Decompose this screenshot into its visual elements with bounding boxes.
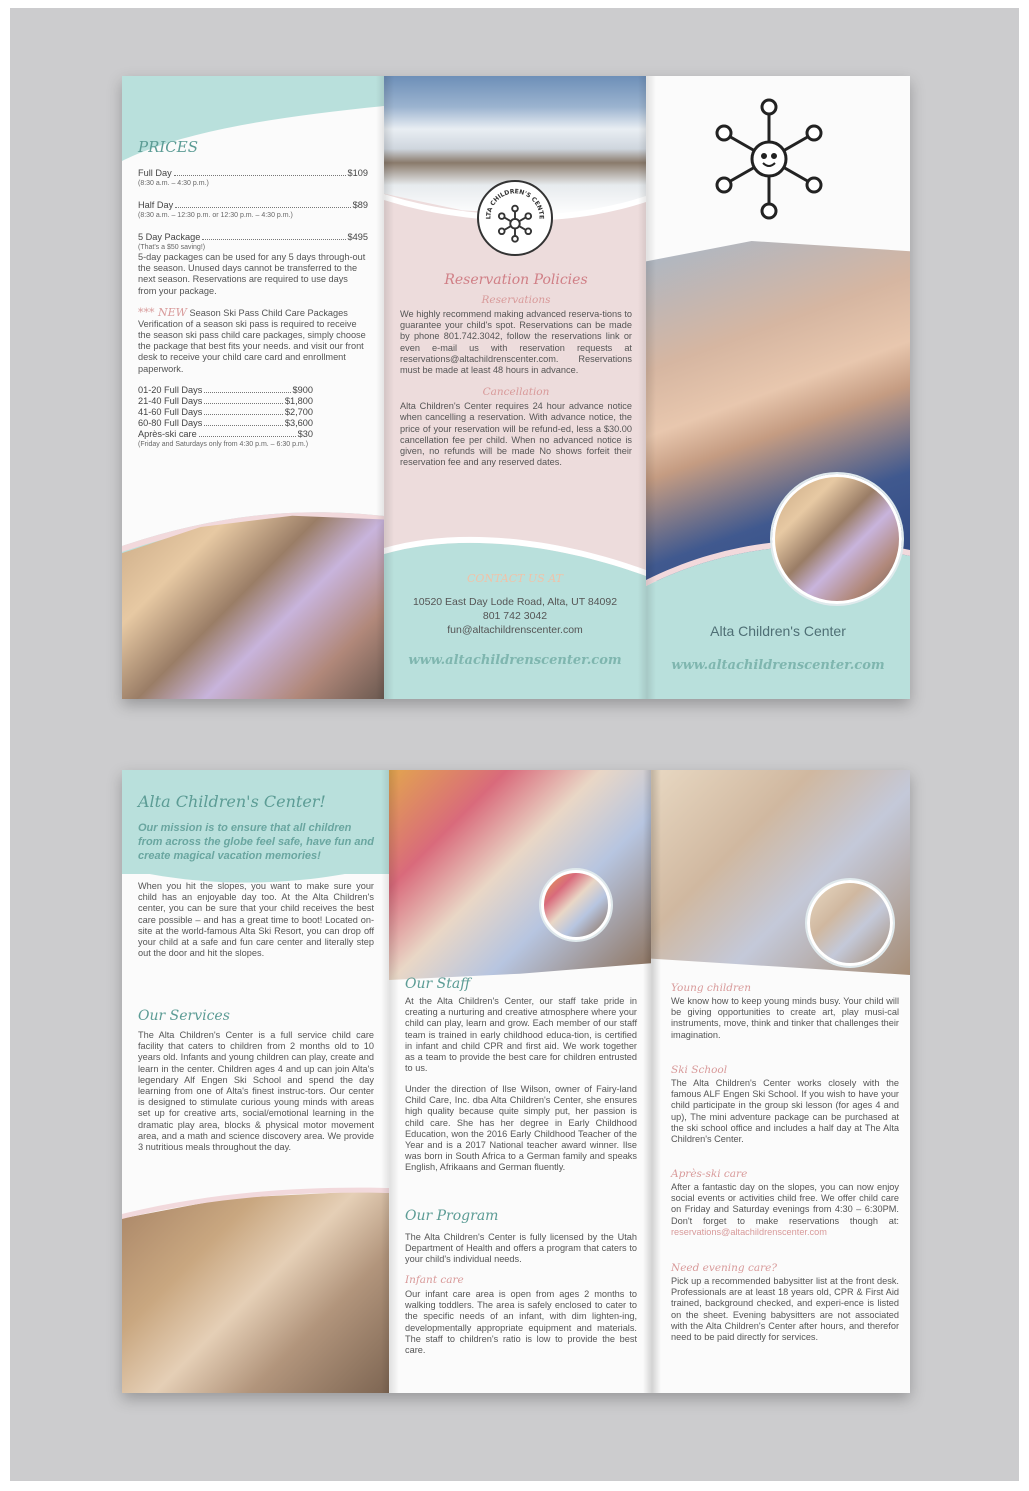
program-text: The Alta Children's Center is fully licensed by the Utah Department of Health and offers a program that caters to your child's individual needs. [405,1232,637,1265]
package-label: 21-40 Full Days [138,395,203,406]
fold-shadow-1 [376,76,394,699]
package-price: $30 [297,428,313,439]
staff-text-director: Under the direction of Ilse Wilson, owner of Fairy-land Child Care, Inc. dba Alta Children's Center, she ensures high quality because quite simply put, her passion is child care. She has her degree in Early Childhood Education, won the 2016 Early Childhood Teacher of the Year and is a 2017 National teacher award winner. Ilse was born in South Africa to a German family and speaks English, Afrikaans and German fluently. [405,1084,637,1173]
reservations-text: We highly recommend making advanced reserva-tions to guarantee your child's spot. Reservations can be made by phone 801.742.3042, follow the reservations link or even e-mail us with reservation requests at reservations@altachildrenscenter.com. Reservations must be made at least 48 hours in advance. [400,309,632,376]
infant-care-text: Our infant care area is open from ages 2 months to walking toddlers. The area is safely enclosed to cater to the specific needs of an infant, with dim lighten-ing, developmentally appropriate equipment and materials. The staff to children's ratio is low to provide the best care. [405,1289,637,1356]
package-price: $3,600 [284,417,313,428]
services-heading: Our Services [138,1008,230,1024]
intro-title: Alta Children's Center! [138,792,326,811]
five-day-text: 5-day packages can be used for any 5 days through-out the season. Unused days cannot be transferred to the next season. Reservations are required to use days from your package. [138,252,366,296]
contact-heading: CONTACT US AT [467,572,563,585]
services-text: The Alta Children's Center is a full service child care facility that caters to children from 2 months old to 10 years old. Infants and young children can play, create and learn in the center. Children ages 4 and up can join Alta's legendary Alf Engen Ski School and spend the day learning from one of Alta's finest instruc-tors. Our center is designed to stimulate curious young minds with areas set up for creative arts, social/emotional learning in the dramatic play area, blocks & physical motor movement area, and a math and science discovery area. We provide 3 nutritious meals throughout the day. [138,1030,374,1153]
programs-panel [651,770,910,1393]
cover-panel [646,76,910,699]
price-half-day-note: (8:30 a.m. – 12:30 p.m. or 12:30 p.m. – 4:30 p.m.) [138,212,293,219]
program-heading: Our Program [405,1208,499,1224]
fold-shadow-2 [638,76,656,699]
price-five-day: 5 Day Package $495 [138,232,368,242]
brochure-inside [122,770,910,1393]
svg-text:ALTA CHILDREN'S CENTER: LTA CHILDREN'S CENTE [485,188,545,220]
package-price: $2,700 [284,406,313,417]
package-price-row [138,429,313,440]
contact-phone: 801 742 3042 [482,610,548,622]
package-price-row [138,396,313,407]
cover-website-link[interactable]: www.altachildrenscenter.com [671,658,885,673]
staff-heading: Our Staff [405,976,471,992]
apres-ski-email-link[interactable]: reservations@altachildrenscenter.com [671,1226,827,1237]
intro-text: When you hit the slopes, you want to make sure your child has an enjoyable day too. At the Alta Children's center, you can be sure that your child receives the best care possible – and has a great time to boot! Located on-site at the world-famous Alta Ski Resort, you can drop off your child at a safe and fun care center and literally step out the door and hit the slopes. [138,881,374,959]
apres-ski-text: After a fantastic day on the slopes, you can now enjoy social events or activities child free. We offer child care on Friday and Saturday evenings from 4:30 – 6:30PM. Don't forget to make reservations though at: reservations@altachildrenscenter.com [671,1182,899,1237]
reading-children-circle-photo [772,474,902,604]
price-full-day: Full Day $109 [138,168,368,178]
young-children-text: We know how to keep young minds busy. Your child will be giving opportunities to create art, play musi-cal instruments, move, think and tinker that challenges their imagination. [671,996,899,1040]
evening-care-heading: Need evening care? [671,1262,777,1274]
brochure-outside [122,76,910,699]
intro-photo-wave [122,1186,389,1226]
package-label: 41-60 Full Days [138,406,203,417]
price-half-day: Half Day $89 [138,200,368,210]
contact-address: 10520 East Day Lode Road, Alta, UT 84092 [412,596,618,608]
package-price-row [138,407,313,418]
fold-shadow-3 [381,770,399,1393]
ski-school-heading: Ski School [671,1064,728,1076]
ski-school-text: The Alta Children's Center works closely with the famous ALF Engen Ski School. If you wish to have your child participate in the group ski lesson (for ages 4 and up), The mini adventure package can be purchased at the ski school office and includes a half day at The Alta Children's Center. [671,1078,899,1145]
apres-ski-note: (Friday and Saturdays only from 4:30 p.m. – 6:30 p.m.) [138,440,309,448]
prices-panel [122,76,384,699]
logo-badge [477,180,553,256]
girls-in-classroom-photo [389,770,651,980]
intro-panel [122,770,389,1393]
girl-in-costume-circle-photo [541,870,611,940]
infant-care-heading: Infant care [405,1274,464,1286]
snowflake-logo-icon [479,182,551,254]
reservations-subheading: Reservations [481,294,551,306]
package-label: 01-20 Full Days [138,384,203,395]
baby-circle-photo [807,880,893,966]
prices-heading: PRICES [138,138,199,156]
cancellation-subheading: Cancellation [482,386,550,399]
new-packages-title: *** NEW Season Ski Pass Child Care Packages [138,305,348,319]
reservation-heading: Reservation Policies [444,272,588,288]
package-label: Après-ski care [138,428,197,439]
mission-statement: Our mission is to ensure that all children from across the globe feel safe, have fun and create magical vacation memories! [138,822,374,862]
cover-title: Alta Children's Center [710,623,846,639]
contact-email[interactable]: fun@altachildrenscenter.com [447,624,583,636]
reservation-panel [384,76,646,699]
package-price-row [138,385,313,396]
contact-website-link[interactable]: www.altachildrenscenter.com [408,653,622,668]
snowflake-icon [704,94,834,224]
fold-shadow-4 [643,770,661,1393]
price-five-day-note: (That's a $50 saving!) [138,244,206,251]
packages-list [138,385,313,440]
package-price-row [138,418,313,429]
price-full-day-note: (8:30 a.m. – 4:30 p.m.) [138,180,209,187]
package-price: $1,800 [284,395,313,406]
apres-ski-heading: Après-ski care [671,1168,748,1180]
staff-text: At the Alta Children's Center, our staff take pride in creating a nurturing and creative atmosphere where your child can play, learn and grow. Each member of our staff team is trained in early childhood educa-tion, is certified in infant and child CPR and first aid. We work together as a team to provide the best care for children entrusted to us. [405,996,637,1074]
cancellation-text: Alta Children's Center requires 24 hour advance notice when cancelling a reservation. With advance notice, the price of your reservation will be refund-ed, less a $30.00 cancellation fee per child. When no advanced notice is given, no refunds will be made No shows forfeit their reservation fee and any reserved dates. [400,401,632,468]
package-label: 60-80 Full Days [138,417,203,428]
new-packages-text: Verification of a season ski pass is required to receive the season ski pass child care packages, simply choose the package that best fits your needs. and visit our front desk to receive your child care card and enrollment paperwork. [138,318,366,374]
staff-panel [389,770,651,1393]
package-price: $900 [292,384,313,395]
young-children-heading: Young children [671,982,752,994]
evening-care-text: Pick up a recommended babysitter list at the front desk. Professionals are at least 18 years old, CPR & First Aid trained, background checked, and experi-ence is listed on the sheet. Evening babysitters are not associated with the Alta Children's Center after hours, and therefor need to be paid directly for services. [671,1276,899,1343]
